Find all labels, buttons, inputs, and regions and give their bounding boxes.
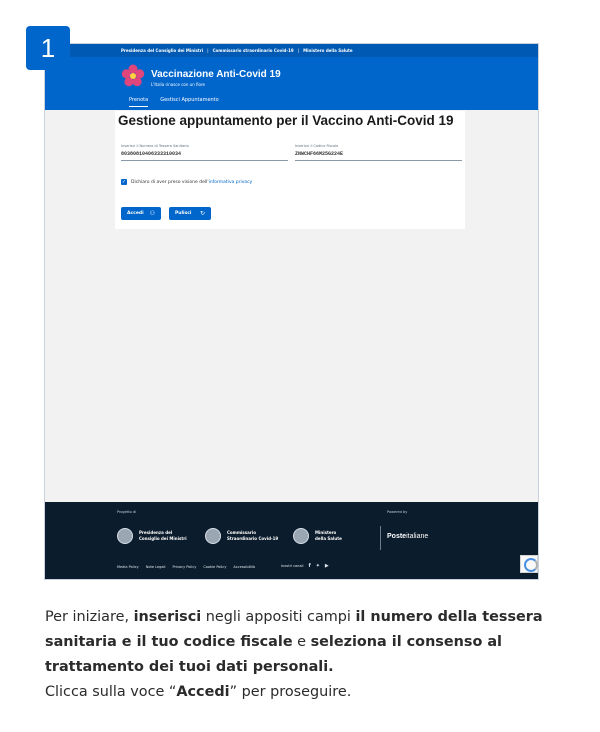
topbar-link-commissario[interactable]: Commissario straordinario Covid-19 xyxy=(212,48,294,53)
partner-line: Commissario xyxy=(227,530,256,535)
accedi-button[interactable] xyxy=(121,207,161,220)
instruction-text xyxy=(45,605,565,705)
partner-presidenza[interactable] xyxy=(117,528,187,544)
topbar-link-ministero[interactable]: Ministero della Salute xyxy=(303,48,353,53)
italian-emblem-icon xyxy=(205,528,221,544)
codice-fiscale-input[interactable]: ZNWCHF66M25G224E xyxy=(295,151,462,161)
footer-divider xyxy=(380,526,381,550)
footer-link-media-policy[interactable]: Media Policy xyxy=(117,565,139,569)
main-nav xyxy=(129,97,219,107)
instruction-fragment: negli appositi campi xyxy=(201,609,356,625)
partner-line: Consiglio dei Ministri xyxy=(139,536,187,541)
site-footer xyxy=(45,502,538,579)
partner-line: Ministero xyxy=(315,530,337,535)
privacy-policy-link[interactable]: informativa privacy xyxy=(208,179,253,185)
social-label: Inostri canali xyxy=(281,564,304,568)
screenshot-frame xyxy=(44,43,539,580)
instruction-emphasis: inserisci xyxy=(133,609,202,625)
project-by-label: Progetto di xyxy=(117,510,137,514)
youtube-icon[interactable]: ▶ xyxy=(324,563,329,569)
appointment-form-card xyxy=(115,111,465,229)
site-header xyxy=(45,57,538,110)
partner-line: Presidenza del xyxy=(139,530,173,535)
italian-emblem-icon xyxy=(117,528,133,544)
codice-fiscale-field[interactable] xyxy=(295,144,462,161)
accedi-button-label: Accedi xyxy=(127,211,144,216)
footer-link-note-legali[interactable]: Note Legali xyxy=(145,565,166,569)
facebook-icon[interactable]: f xyxy=(308,563,311,569)
pulisci-button[interactable] xyxy=(169,207,211,220)
twitter-icon[interactable]: ✦ xyxy=(315,563,320,569)
pulisci-button-label: Pulisci xyxy=(175,211,192,216)
site-subtitle: L'Italia rinasce con un fiore xyxy=(151,82,206,87)
footer-link-privacy-policy[interactable]: Privacy Policy xyxy=(172,565,197,569)
codice-fiscale-label: Inserisci il Codice Fiscale xyxy=(295,144,339,148)
recaptcha-badge[interactable] xyxy=(520,555,538,573)
page-title: Gestione appuntamento per il Vaccino Anti-Covid 19 xyxy=(118,113,454,128)
instruction-fragment: Per iniziare, xyxy=(45,609,134,625)
poste-regular: italiane xyxy=(406,533,429,540)
tab-gestisci-appuntamento[interactable]: Gestisci Appuntamento xyxy=(160,97,219,103)
footer-link-accessibilita[interactable]: Accessibilità xyxy=(233,565,256,569)
instruction-fragment: ” per proseguire. xyxy=(229,684,352,700)
partner-line: della Salute xyxy=(315,536,342,541)
recaptcha-icon xyxy=(524,558,538,572)
poste-bold: Poste xyxy=(387,533,407,540)
partner-line: Straordinario Covid-19 xyxy=(227,536,279,541)
footer-links xyxy=(117,565,255,569)
poste-italiane-logo[interactable] xyxy=(387,533,428,540)
partner-ministero[interactable] xyxy=(293,528,342,544)
user-icon: ⚇ xyxy=(149,210,155,217)
tessera-input[interactable]: 80380810406333310034 xyxy=(121,151,288,161)
powered-by-label: Powered by xyxy=(387,510,408,514)
italian-emblem-icon xyxy=(293,528,309,544)
instruction-emphasis: Accedi xyxy=(176,684,230,700)
refresh-icon: ↻ xyxy=(199,210,205,217)
instruction-emphasis: il numero della tessera sanitaria e il tuo codice fiscale xyxy=(45,609,543,650)
site-title[interactable]: Vaccinazione Anti-Covid 19 xyxy=(151,69,281,80)
footer-link-cookie-policy[interactable]: Cookie Policy xyxy=(203,565,227,569)
topbar-separator: | xyxy=(207,48,209,53)
tessera-label: Inserisci il Numero di Tessera Sanitaria xyxy=(121,144,189,148)
tab-prenota[interactable]: Prenota xyxy=(129,97,148,107)
privacy-consent xyxy=(121,179,252,185)
primula-flower-icon[interactable] xyxy=(121,64,145,88)
topbar-separator: | xyxy=(297,48,300,53)
consent-text: Dichiaro di aver preso visione dell' xyxy=(131,179,209,185)
instruction-fragment: e xyxy=(292,634,311,650)
instruction-fragment: Clicca sulla voce “ xyxy=(45,684,177,700)
partner-commissario[interactable] xyxy=(205,528,278,544)
consent-checkbox[interactable]: ✓ xyxy=(121,179,127,185)
tessera-sanitaria-field[interactable] xyxy=(121,144,288,161)
topbar-link-presidenza[interactable]: Presidenza del Consiglio dei Ministri xyxy=(121,48,204,53)
step-number-badge: 1 xyxy=(26,26,70,70)
instruction-emphasis: seleziona il consenso al trattamento dei tuoi dati personali. xyxy=(45,634,502,675)
social-channels xyxy=(281,563,329,569)
institutional-topbar xyxy=(45,44,538,57)
